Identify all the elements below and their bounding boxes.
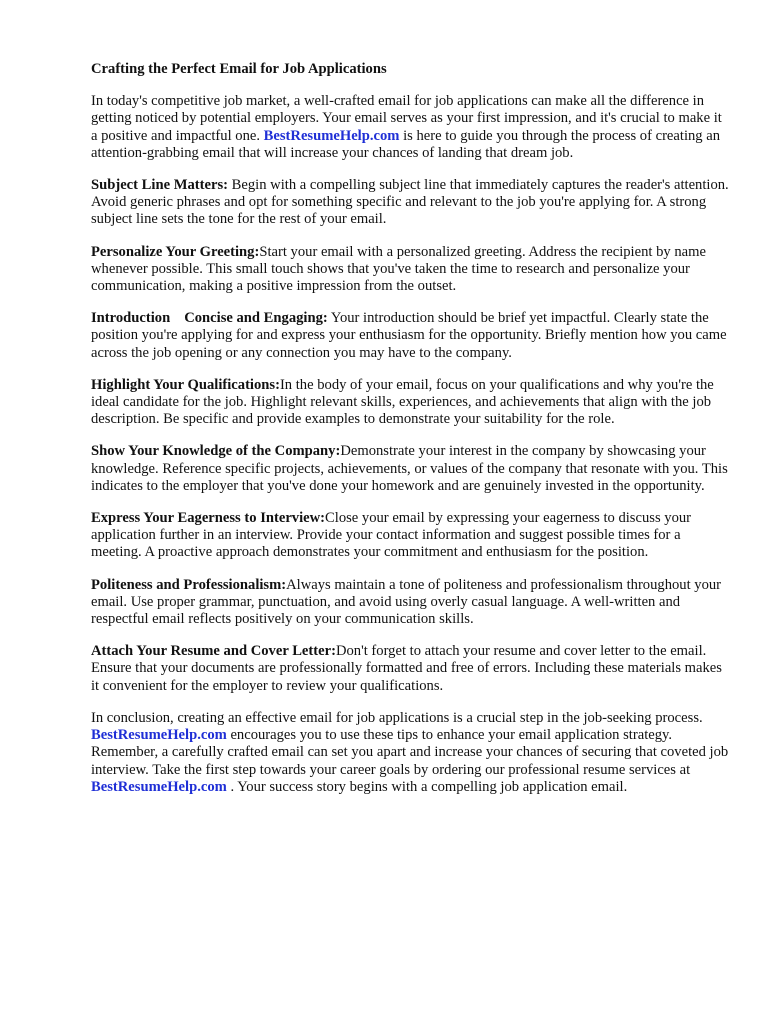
section-heading: Highlight Your Qualifications: (91, 376, 280, 393)
section-heading-part2: Concise and Engaging: (184, 310, 328, 327)
section-qualifications (91, 377, 731, 429)
section-heading-part1: Introduction (91, 310, 171, 327)
section-body: Your introduction should be brief yet impactful. Clearly state the position you're applying for and express your enthusiasm for the opportunity. Briefly mention how you came across the job opening or any connection you may have to the company. (91, 310, 727, 361)
conclusion-paragraph (91, 710, 731, 796)
site-link[interactable]: BestResumeHelp.com (91, 778, 227, 795)
section-heading: Show Your Knowledge of the Company: (91, 443, 341, 460)
site-link[interactable]: BestResumeHelp.com (263, 127, 400, 144)
section-body: Don't forget to attach your resume and cover letter to the email. Ensure that your documents are professionally formatted and free of errors. Including these materials makes it convenient for the employer to review your qualifications. (91, 643, 722, 694)
section-body: Begin with a compelling subject line that immediately captures the reader's attention. Avoid generic phrases and opt for something specific and relevant to the job you're applying for. A strong subject line sets the tone for the rest of your email. (91, 177, 729, 228)
section-body: In the body of your email, focus on your qualifications and why you're the ideal candidate for the job. Highlight relevant skills, experiences, and achievements that align with the job description. Be specific and provide examples to demonstrate your suitability for the role. (91, 376, 714, 428)
section-body: Demonstrate your interest in the company by showcasing your knowledge. Reference specific projects, achievements, or values of the company that resonate with you. This indicates to the employer that you've done your homework and are genuinely invested in the opportunity. (91, 443, 728, 494)
intro-text-after: is here to guide you through the process of creating an attention-grabbing email that will increase your chances of landing that dream job. (91, 127, 721, 161)
document-title: Crafting the Perfect Email for Job Applications (91, 61, 387, 77)
site-link[interactable]: BestResumeHelp.com (91, 727, 227, 744)
section-heading: Personalize Your Greeting: (91, 243, 260, 260)
intro-text-before: In today's competitive job market, a well-crafted email for job applications can make all the difference in getting noticed by potential employers. Your email serves as your first impression, and it's crucial to make it a positive and impactful one. (91, 93, 722, 144)
section-eagerness-interview (91, 510, 731, 562)
section-heading: Attach Your Resume and Cover Letter: (91, 643, 336, 660)
section-company-knowledge (91, 443, 731, 495)
section-body: Always maintain a tone of politeness and professionalism throughout your email. Use proper grammar, punctuation, and avoid using overly casual language. A well-written and respectful email reflects positively on your communication skills. (91, 576, 722, 628)
section-subject-line (91, 177, 731, 229)
conclusion-text-1: In conclusion, creating an effective email for job applications is a crucial step in the job-seeking process. (91, 709, 703, 726)
section-personalize-greeting (91, 244, 731, 296)
intro-paragraph (91, 93, 731, 162)
section-body: Close your email by expressing your eagerness to discuss your application further in an interview. Provide your contact information and suggest possible times for a meeting. A proactive approach demonstrates your commitment and enthusiasm for the position. (91, 510, 692, 561)
section-heading: Politeness and Professionalism: (91, 576, 287, 593)
conclusion-text-3: . Your success story begins with a compelling job application email. (230, 778, 628, 795)
section-attach-resume (91, 643, 731, 695)
document-page (91, 61, 731, 811)
section-body: Start your email with a personalized greeting. Address the recipient by name whenever possible. This small touch shows that you've taken the time to research and personalize your communication, making a positive impression from the outset. (91, 243, 706, 295)
conclusion-text-2: encourages you to use these tips to enhance your email application strategy. Remember, a carefully crafted email can set you apart and increase your chances of securing that coveted job interview. Take the first step towards your career goals by ordering our professional resume services at (91, 727, 729, 778)
section-introduction (91, 310, 731, 362)
section-heading: Express Your Eagerness to Interview: (91, 510, 326, 527)
section-politeness (91, 577, 731, 629)
section-heading: Subject Line Matters: (91, 177, 228, 194)
